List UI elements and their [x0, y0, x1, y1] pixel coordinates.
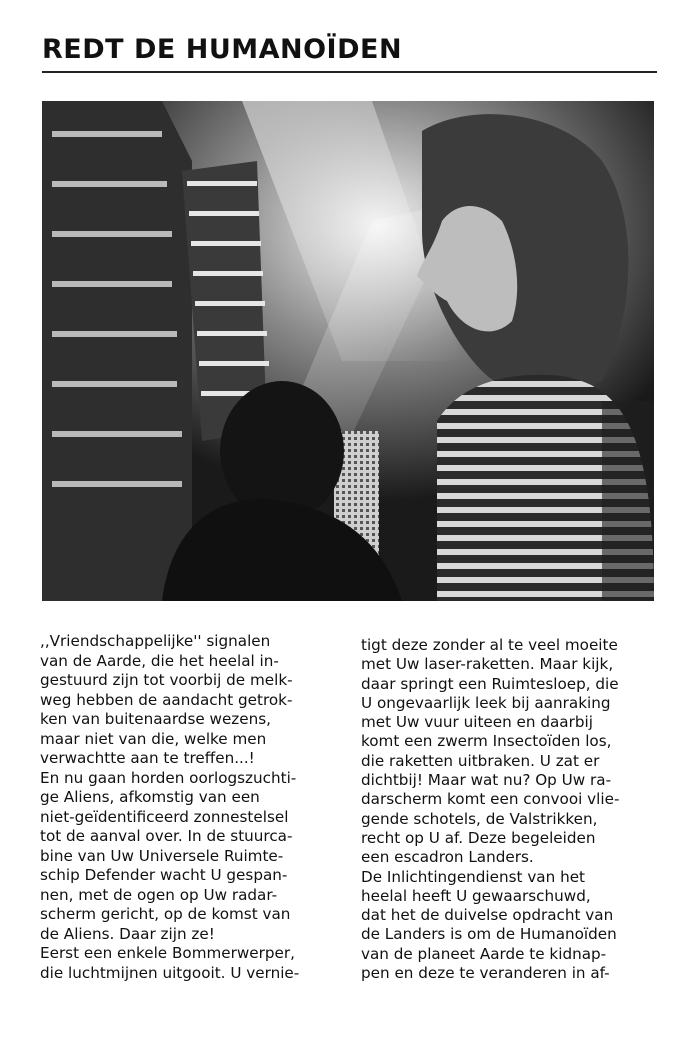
text-line: van de Aarde, die het heelal in-	[40, 651, 279, 670]
illustration-photo	[42, 101, 654, 601]
text-line: dat het de duivelse opdracht van	[361, 906, 614, 925]
text-line: met Uw laser-raketten. Maar kijk,	[361, 655, 614, 674]
text-line: van de planeet Aarde te kidnap-	[361, 944, 607, 963]
text-line: schip Defender wacht U gespan-	[40, 866, 288, 884]
text-line: tigt deze zonder al te veel moeite	[361, 636, 618, 654]
text-line: darscherm komt een convooi vlie-	[361, 790, 620, 809]
text-line: tot de aanval over. In de stuurca-	[40, 827, 293, 845]
text-line: verwachtte aan te treffen...!	[40, 749, 255, 767]
text-line: scherm gericht, op de komst van	[40, 905, 291, 923]
text-line: niet-geïdentificeerd zonnestelsel	[40, 807, 289, 826]
text-line: Eerst een enkele Bommerwerper,	[40, 944, 295, 962]
text-line: weg hebben de aandacht getrok-	[40, 690, 293, 709]
text-line: de Aliens. Daar zijn ze!	[40, 924, 215, 943]
text-line: met Uw vuur uiteen en daarbij	[361, 713, 593, 732]
text-line: U ongevaarlijk leek bij aanraking	[361, 693, 611, 712]
text-line: die luchtmijnen uitgooit. U vernie-	[40, 963, 300, 982]
text-line: gende schotels, de Valstrikken,	[361, 809, 598, 828]
text-line: gestuurd zijn tot voorbij de melk-	[40, 671, 293, 689]
text-line: dichtbij! Maar wat nu? Op Uw ra-	[361, 771, 612, 790]
text-line: recht op U af. Deze begeleiden	[361, 828, 596, 847]
text-line: de Landers is om de Humanoïden	[361, 925, 617, 944]
text-line: komt een zwerm Insectoïden los,	[361, 732, 612, 751]
text-line: ,,Vriendschappelijke'' signalen	[40, 632, 271, 650]
text-line: pen en deze te veranderen in af-	[361, 964, 610, 983]
text-column-right	[361, 636, 661, 983]
text-line: nen, met de ogen op Uw radar-	[40, 885, 278, 904]
text-column-left	[40, 632, 340, 983]
title-rule	[42, 71, 657, 73]
text-line: ge Aliens, afkomstig van een	[40, 788, 260, 806]
text-line: ken van buitenaardse wezens,	[40, 710, 271, 728]
text-line: daar springt een Ruimtesloep, die	[361, 674, 619, 693]
text-line: De Inlichtingendienst van het	[361, 867, 585, 886]
text-line: die raketten uitbraken. U zat er	[361, 751, 600, 770]
page-title: REDT DE HUMANOÏDEN	[42, 34, 403, 65]
text-line: heelal heeft U gewaarschuwd,	[361, 886, 591, 905]
text-line: maar niet van die, welke men	[40, 729, 267, 748]
text-line: bine van Uw Universele Ruimte-	[40, 846, 284, 865]
text-line: een escadron Landers.	[361, 848, 534, 867]
text-line: En nu gaan horden oorlogszuchti-	[40, 768, 297, 787]
